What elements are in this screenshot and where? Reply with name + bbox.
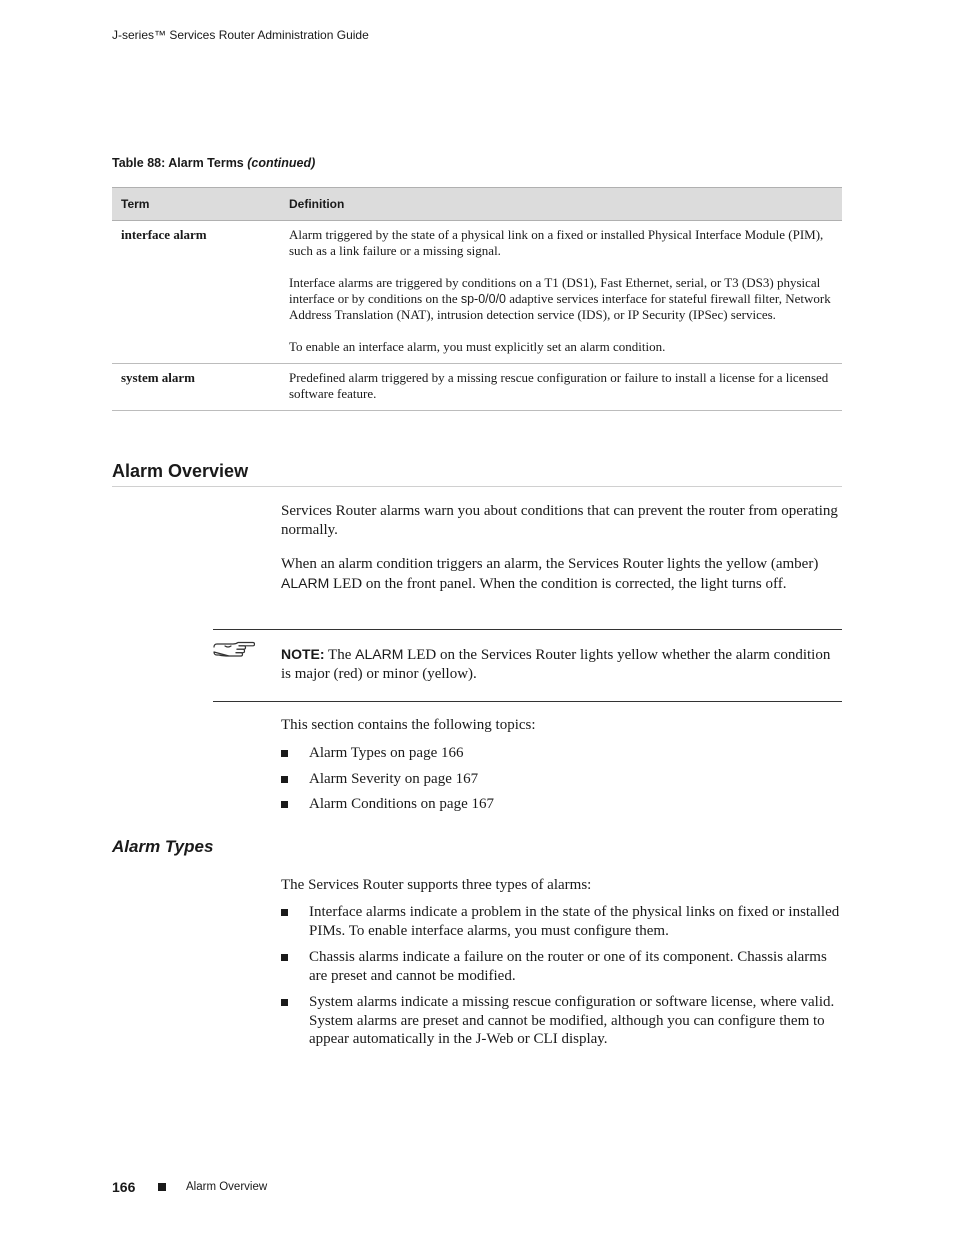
topics-intro: This section contains the following topics: [281, 717, 536, 733]
footer-section-title: Alarm Overview [186, 1181, 268, 1193]
definition-paragraph: Alarm triggered by the state of a physical link on a fixed or installed Physical Interface Module (PIM), such as a link failure or a missing signal. [289, 227, 824, 258]
list-item[interactable] [281, 770, 843, 789]
subsection-heading: Alarm Types [112, 837, 214, 856]
list-item-text: Interface alarms indicate a problem in the state of the physical links on fixed or installed PIMs. To enable interface alarms, you must configure them. [309, 904, 840, 939]
paragraph-text: LED on the front panel. When the condition is corrected, the light turns off. [329, 575, 787, 592]
definition-cell [280, 221, 842, 364]
definition-paragraph [289, 275, 833, 323]
interface-name: sp-0/0/0 [460, 292, 507, 306]
alarm-terms-table [112, 187, 842, 411]
led-name: ALARM [355, 646, 404, 662]
list-item [281, 948, 843, 985]
column-header-definition: Definition [280, 188, 842, 221]
led-name: ALARM [281, 574, 330, 591]
bullet-icon [281, 776, 288, 783]
term-cell: interface alarm [112, 221, 280, 364]
bullet-icon [281, 999, 288, 1006]
table-header-row [112, 188, 842, 221]
topics-list [281, 744, 843, 814]
definition-paragraph: Predefined alarm triggered by a missing rescue configuration or failure to install a license for a licensed software feature. [289, 370, 829, 401]
list-item [281, 993, 843, 1049]
list-item[interactable] [281, 795, 843, 814]
page-number: 166 [112, 1179, 136, 1195]
table-caption-continued: (continued) [247, 156, 316, 170]
alarm-led-paragraph [281, 555, 843, 593]
topic-link[interactable]: Alarm Severity on page 167 [309, 770, 479, 787]
footer-bullet-icon [158, 1183, 166, 1191]
alarm-types-intro: The Services Router supports three types of alarms: [281, 877, 592, 893]
paragraph-text: When an alarm condition triggers an alarm, the Services Router lights the yellow (amber) [281, 556, 819, 572]
note-text-part: LED on the Services Router lights yellow whether the alarm condition is major (red) or minor (yellow). [281, 647, 831, 682]
table-row [112, 221, 842, 364]
bullet-icon [281, 801, 288, 808]
pointing-hand-icon [213, 641, 255, 666]
topic-link[interactable]: Alarm Conditions on page 167 [309, 796, 494, 812]
bullet-icon [281, 750, 288, 757]
running-header: J-series™ Services Router Administration Guide [112, 28, 369, 42]
list-item-text: Chassis alarms indicate a failure on the router or one of its component. Chassis alarms are preset and cannot be modified. [309, 949, 827, 984]
definition-paragraph: To enable an interface alarm, you must explicitly set an alarm condition. [289, 339, 666, 354]
note-text-part: The [324, 647, 356, 663]
table-caption-title: Table 88: Alarm Terms [112, 156, 244, 170]
topic-link[interactable]: Alarm Types on page 166 [309, 745, 464, 761]
intro-paragraph: Services Router alarms warn you about conditions that can prevent the router from operating normally. [281, 503, 838, 538]
note-text [281, 645, 843, 683]
definition-cell [280, 364, 842, 411]
list-item-text: System alarms indicate a missing rescue configuration or software license, where valid. System alarms are preset and cannot be modified, although you can configure them to appear automatically in the J-Web or CLI display. [309, 994, 835, 1047]
column-header-term: Term [112, 188, 280, 221]
alarm-types-list [281, 903, 843, 1049]
bullet-icon [281, 954, 288, 961]
bullet-icon [281, 909, 288, 916]
definition-text: adaptive services interface for stateful firewall filter, Network Address Translation (NAT), intrusion detection service (IDS), or IP Security (IPSec) services. [289, 291, 831, 322]
section-heading: Alarm Overview [112, 461, 249, 481]
note-label: NOTE: [281, 646, 325, 662]
term-cell: system alarm [112, 364, 280, 411]
table-caption [112, 156, 315, 170]
section-divider [112, 486, 842, 487]
note-bottom-rule [213, 701, 842, 702]
note-top-rule [213, 629, 842, 630]
table-row [112, 364, 842, 411]
definition-text: Interface alarms are triggered by conditions on a T1 (DS1), Fast Ethernet, serial, or T3 (DS3) physical interface or by conditions on the [289, 275, 821, 306]
list-item[interactable] [281, 744, 843, 763]
list-item [281, 903, 843, 940]
